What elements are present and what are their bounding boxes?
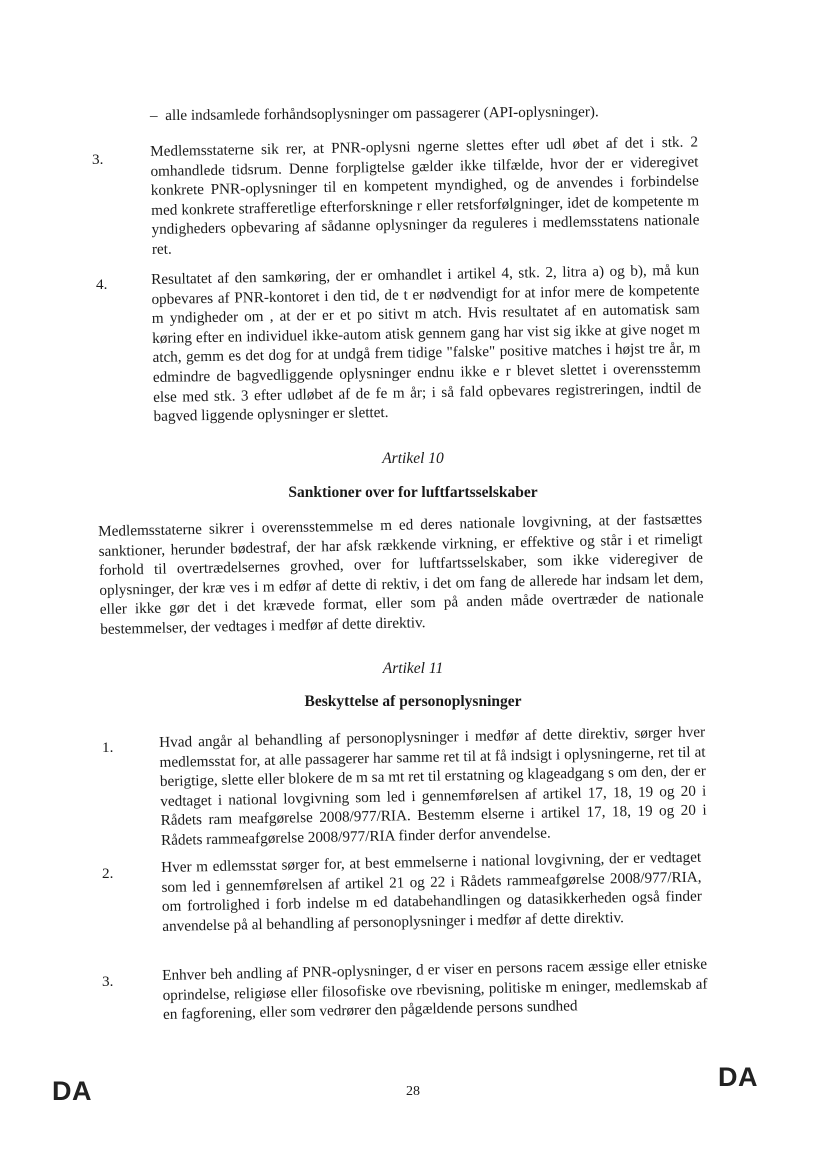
art9-item-3-number: 3. [92,151,104,168]
art11-item-2-number: 2. [102,865,114,882]
art11-item-1-text: Hvad angår al behandling af personoplysninger i medfør af dette direktiv, sørger hver medlemsstat for, at alle passagerer har samme ret til at få indsigt i oplysningerne, ret til at berigtige, slette eller blokere de m sa mt ret til erstatning og klageadgang s om den, der er vedtaget i national lovgivning som led i gennemførelsen af artikel 17, 18, 19 og 20 i Rådets ram meafgørelse 2008/977/RIA. Bestemm elserne i artikel 17, 18, 19 og 20 i Rådets rammeafgørelse 2008/977/RIA finder derfor anvendelse. [159,723,707,849]
art10-label: Artikel 10 [382,450,444,467]
bullet-text: alle indsamlede forhåndsoplysninger om passagerer (API-oplysninger). [165,103,599,125]
art11-item-2-text: Hver m edlemsstat sørger for, at best emmelserne i national lovgivning, der er vedtaget som led i gennemførelsen af artikel 21 og 22 i Rådets rammeafgørelse 2008/977/RIA, om fortrolighed i forb indelse m ed databehandlingen og datasikkerheden også finder anvendelse på al behandling af personoplysninger i medfør af dette direktiv. [161,848,702,935]
art11-item-3-number: 3. [102,973,114,990]
art9-item-4-text: Resultatet af den samkøring, der er omhandlet i artikel 4, stk. 2, litra a) og b), må kun opbevares af PNR-kontoret i den tid, de t er nødvendigt for at infor mere de kompetente m yndigheder om , at der er et po sitivt m atch. Hvis resultatet af en automatisk sam køring efter en individuel ikke-autom atisk gennem gang har vist sig ikke at give noget m atch, gemm es det dog for at undgå frem tidige "falske" positive matches i højst tre år, m edmindre de bagvedliggende oplysninger endnu ikke e r blevet slettet i overensstemm else med stk. 3 efter udløbet af de fe m år; i så fald opbevares registreringen, indtil de bagved liggende oplysninger er slettet. [151,261,702,426]
language-mark-left: DA [52,1076,92,1106]
art11-label: Artikel 11 [382,660,444,677]
language-mark-right: DA [718,1062,758,1092]
art11-title: Beskyttelse af personoplysninger [304,693,522,710]
art11-item-1-number: 1. [102,739,114,756]
art11-item-3-text: Enhver beh andling af PNR-oplysninger, d er viser en persons racem æssige eller etniske oprindelse, religiøse eller filosofiske ove rbevisning, politiske m eninger, medlemskab af en fagforening, eller som vedrører den pågældende persons sundhed [162,955,708,1024]
art9-item-3-text: Medlemsstaterne sik rer, at PNR-oplysni ngerne slettes efter udl øbet af det i stk. 2 omhandlede tidsrum. Denne forpligtelse gælder ikke tilfælde, hvor der er videregivet konkrete PNR-oplysninger til en kompetent myndighed, og de anvendes i forbindelse med konkrete strafferetlige efterforskninge r eller retsforfølgninger, idet de kompetente m yndigheders opbevaring af sådanne oplysninger da reguleres i medlemsstatens nationale ret. [150,133,700,258]
page-number: 28 [406,1084,420,1099]
bullet-dash: – [149,107,158,125]
art10-title: Sanktioner over for luftfartsselskaber [288,484,538,501]
api-bullet [150,102,650,126]
art9-item-4-number: 4. [96,276,108,293]
art10-text: Medlemsstaterne sikrer i overensstemmelse m ed deres nationale lovgivning, at der fastsættes sanktioner, herunder bødestraf, der har afsk rækkende virkning, er effektive og står i et rimeligt forhold til overtrædelsernes grovhed, over for luftfartsselskaber, som ikke videregiver de oplysninger, der kræ ves i m edfør af dette di rektiv, i det om fang de allerede har indsam let dem, eller ikke gør det i det krævede format, eller som på anden måde overtræder de nationale bestemmelser, der vedtages i medfør af dette direktiv. [98,510,704,638]
